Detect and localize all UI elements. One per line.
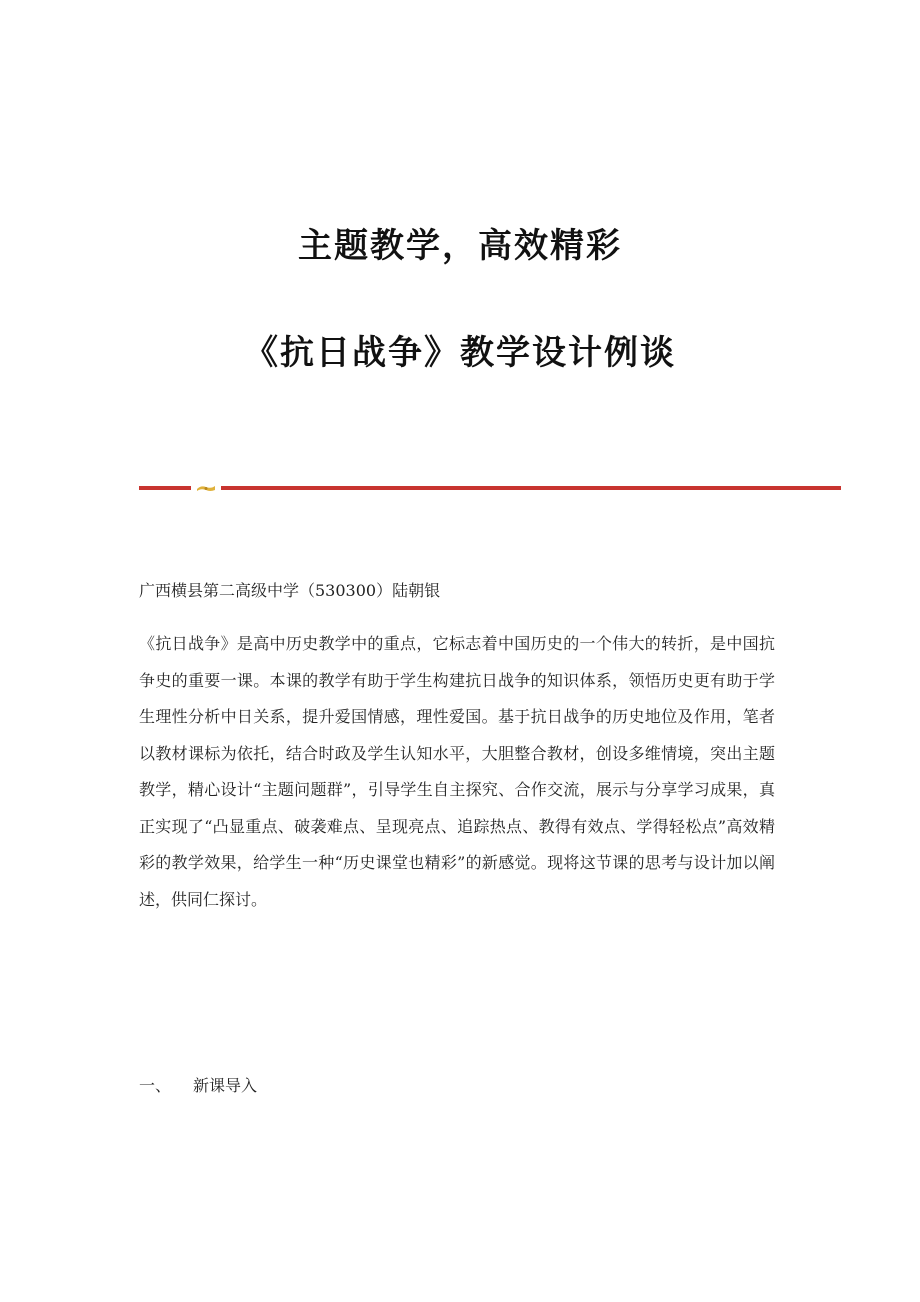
divider-bar-left: [139, 486, 191, 490]
section-title: 新课导入: [193, 1076, 258, 1095]
document-subtitle: 《抗日战争》教学设计例谈: [244, 333, 676, 373]
section-number: 一、: [139, 1076, 172, 1095]
document-title: 主题教学，高效精彩: [298, 226, 622, 266]
author-byline: 广西横县第二高级中学（530300）陆朝银: [139, 581, 441, 600]
divider-ornament-icon: [196, 484, 216, 492]
intro-paragraph: 《抗日战争》是高中历史教学中的重点，它标志着中国历史的一个伟大的转折，是中国抗争史的重要一课。本课的教学有助于学生构建抗日战争的知识体系，领悟历史更有助于学生理性分析中日关系，提升爱国情感，理性爱国。基于抗日战争的历史地位及作用，笔者以教材课标为依托，结合时政及学生认知水平，大胆整合教材，创设多维情境，突出主题教学，精心设计“主题问题群”，引导学生自主探究、合作交流，展示与分享学习成果，真正实现了“凸显重点、破袭难点、呈现亮点、追踪热点、教得有效点、学得轻松点”高效精彩的教学效果，给学生一种“历史课堂也精彩”的新感觉。现将这节课的思考与设计加以阐述，供同仁探讨。: [139, 634, 775, 909]
section-heading: [139, 1073, 257, 1096]
title-divider: [139, 484, 841, 492]
divider-bar-right: [221, 486, 841, 490]
